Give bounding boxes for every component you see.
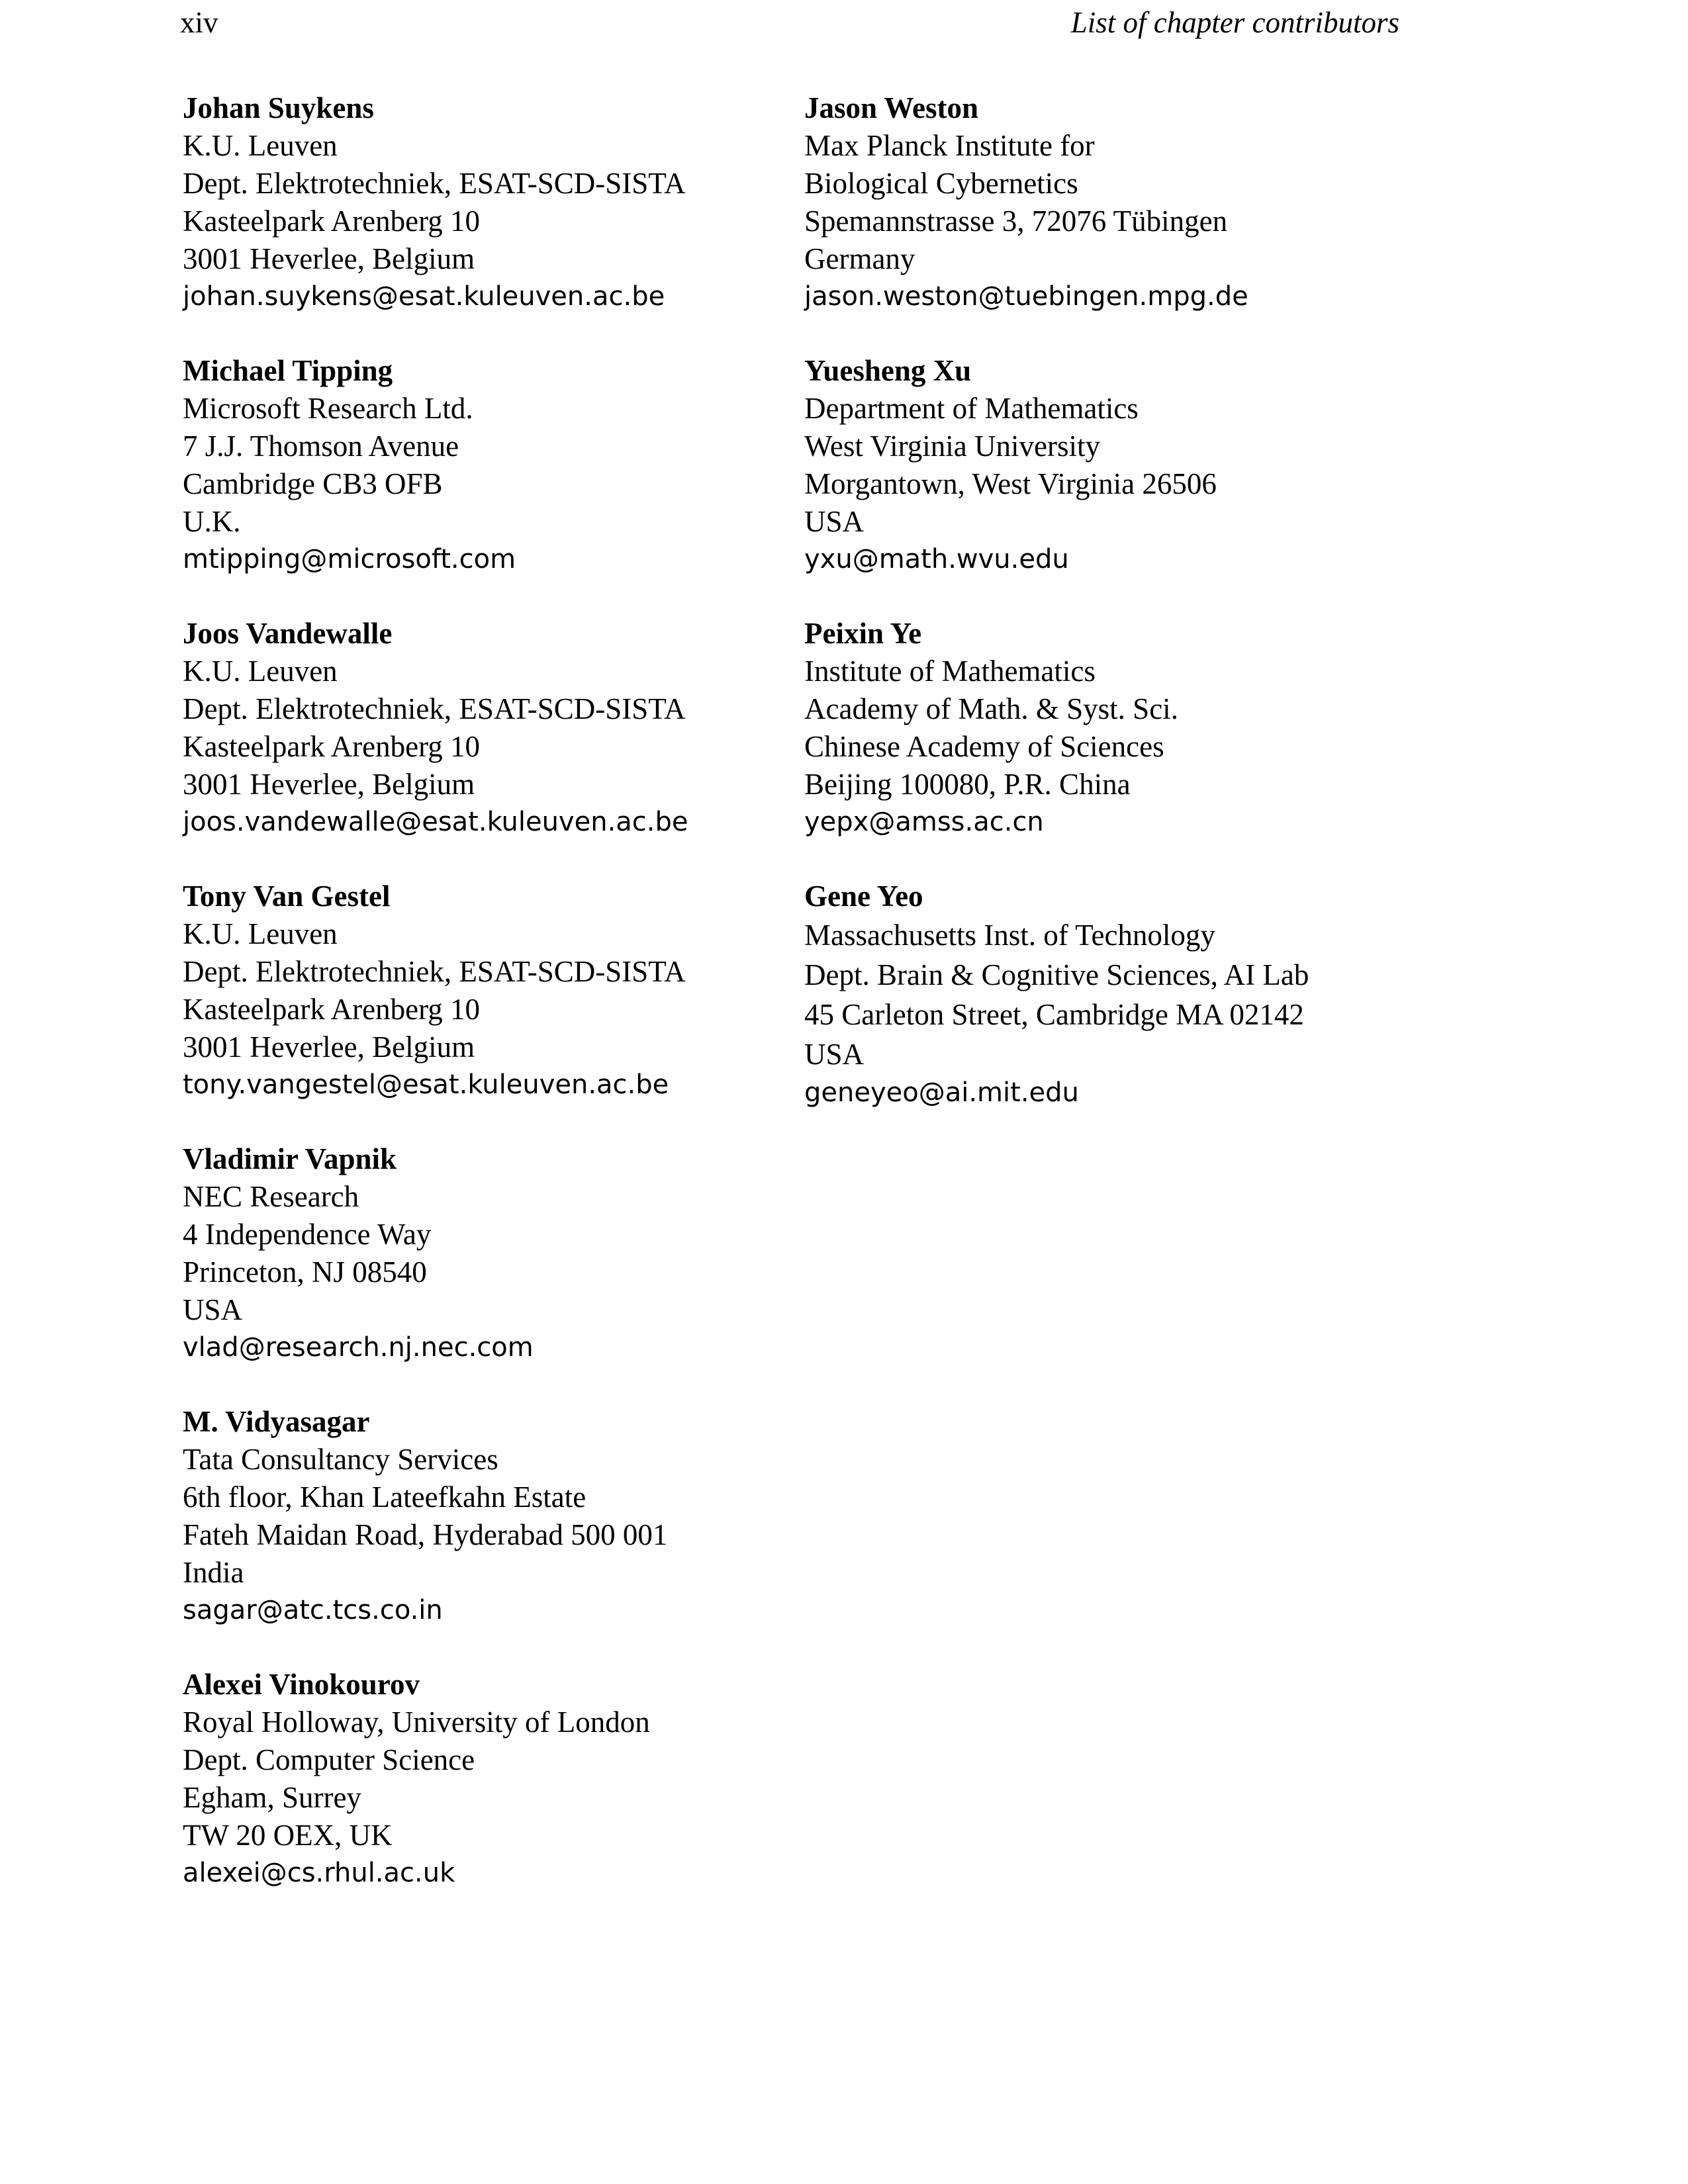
contributor-entry — [804, 89, 1440, 316]
affiliation-line: India — [183, 1556, 244, 1589]
affiliation-line: Department of Mathematics — [804, 392, 1139, 425]
contributor-email: yxu@math.wvu.edu — [804, 544, 1069, 574]
affiliation-line: Princeton, NJ 08540 — [183, 1255, 427, 1289]
affiliation-line: K.U. Leuven — [183, 655, 338, 688]
affiliation-line: USA — [804, 1038, 865, 1071]
affiliation-line: 3001 Heverlee, Belgium — [183, 242, 475, 275]
contributor-email: tony.vangestel@esat.kuleuven.ac.be — [183, 1069, 669, 1100]
page-number: xiv — [180, 6, 218, 39]
contributor-name: Alexei Vinokourov — [183, 1668, 420, 1701]
affiliation-line: Royal Holloway, University of London — [183, 1706, 650, 1739]
affiliation-line: Microsoft Research Ltd. — [183, 392, 473, 425]
affiliation-line: USA — [183, 1293, 243, 1326]
contributor-email: jason.weston@tuebingen.mpg.de — [804, 281, 1248, 312]
affiliation-line: Fateh Maidan Road, Hyderabad 500 001 — [183, 1518, 668, 1551]
affiliation-line: Chinese Academy of Sciences — [804, 730, 1164, 763]
contributor-name: Vladimir Vapnik — [183, 1142, 397, 1175]
contributor-entry — [804, 352, 1440, 578]
affiliation-line: Beijing 100080, P.R. China — [804, 768, 1131, 801]
contributor-email: joos.vandewalle@esat.kuleuven.ac.be — [183, 807, 688, 837]
affiliation-line: NEC Research — [183, 1180, 359, 1213]
contributor-email: alexei@cs.rhul.ac.uk — [183, 1858, 455, 1888]
affiliation-line: Dept. Elektrotechniek, ESAT-SCD-SISTA — [183, 955, 686, 988]
contributor-name: Jason Weston — [804, 91, 978, 124]
left-contributor-column — [183, 89, 778, 1929]
contributor-name: Johan Suykens — [183, 91, 374, 124]
affiliation-line: 4 Independence Way — [183, 1218, 432, 1251]
affiliation-line: K.U. Leuven — [183, 129, 338, 162]
affiliation-line: Dept. Brain & Cognitive Sciences, AI Lab — [804, 958, 1309, 991]
contributor-email: mtipping@microsoft.com — [183, 544, 516, 574]
affiliation-line: K.U. Leuven — [183, 917, 338, 950]
affiliation-line: Cambridge CB3 OFB — [183, 467, 443, 500]
affiliation-line: 7 J.J. Thomson Avenue — [183, 430, 459, 463]
affiliation-line: 3001 Heverlee, Belgium — [183, 768, 475, 801]
affiliation-line: USA — [804, 505, 865, 538]
affiliation-line: 3001 Heverlee, Belgium — [183, 1030, 475, 1064]
affiliation-line: Max Planck Institute for — [804, 129, 1095, 162]
contributor-entry — [183, 1666, 778, 1892]
affiliation-line: TW 20 OEX, UK — [183, 1819, 393, 1852]
contributor-entry — [183, 1140, 778, 1367]
affiliation-line: Kasteelpark Arenberg 10 — [183, 993, 481, 1026]
affiliation-line: Tata Consultancy Services — [183, 1443, 498, 1476]
right-contributor-column — [804, 89, 1440, 1148]
contributor-email: johan.suykens@esat.kuleuven.ac.be — [183, 281, 665, 312]
affiliation-line: Dept. Elektrotechniek, ESAT-SCD-SISTA — [183, 167, 686, 200]
contributor-name: Michael Tipping — [183, 354, 393, 387]
affiliation-line: West Virginia University — [804, 430, 1100, 463]
affiliation-line: Spemannstrasse 3, 72076 Tübingen — [804, 205, 1228, 238]
affiliation-line: Institute of Mathematics — [804, 655, 1096, 688]
affiliation-line: Egham, Surrey — [183, 1781, 361, 1814]
contributor-name: Yuesheng Xu — [804, 354, 972, 387]
affiliation-line: U.K. — [183, 505, 241, 538]
affiliation-line: Germany — [804, 242, 915, 275]
running-title: List of chapter contributors — [1070, 6, 1399, 39]
affiliation-line: 45 Carleton Street, Cambridge MA 02142 — [804, 998, 1304, 1031]
affiliation-line: 6th floor, Khan Lateefkahn Estate — [183, 1480, 586, 1514]
contributor-name: Peixin Ye — [804, 617, 922, 650]
affiliation-line: Morgantown, West Virginia 26506 — [804, 467, 1217, 500]
affiliation-line: Massachusetts Inst. of Technology — [804, 919, 1215, 952]
contributor-email: yepx@amss.ac.cn — [804, 807, 1044, 837]
contributor-entry — [183, 1403, 778, 1629]
affiliation-line: Biological Cybernetics — [804, 167, 1078, 200]
affiliation-line: Dept. Computer Science — [183, 1743, 475, 1776]
contributor-email: sagar@atc.tcs.co.in — [183, 1595, 443, 1625]
contributor-email: geneyeo@ai.mit.edu — [804, 1077, 1079, 1108]
contributor-entry — [804, 615, 1440, 841]
contributor-entry — [804, 878, 1440, 1112]
contributor-name: M. Vidyasagar — [183, 1405, 370, 1438]
contributor-name: Joos Vandewalle — [183, 617, 393, 650]
contributor-entry — [183, 878, 778, 1104]
contributor-entry — [183, 352, 778, 578]
contributor-entry — [183, 615, 778, 841]
affiliation-line: Dept. Elektrotechniek, ESAT-SCD-SISTA — [183, 692, 686, 725]
affiliation-line: Academy of Math. & Syst. Sci. — [804, 692, 1178, 725]
contributor-name: Tony Van Gestel — [183, 880, 391, 913]
affiliation-line: Kasteelpark Arenberg 10 — [183, 730, 481, 763]
contributor-email: vlad@research.nj.nec.com — [183, 1332, 534, 1363]
contributor-entry — [183, 89, 778, 316]
contributor-name: Gene Yeo — [804, 880, 923, 913]
affiliation-line: Kasteelpark Arenberg 10 — [183, 205, 481, 238]
